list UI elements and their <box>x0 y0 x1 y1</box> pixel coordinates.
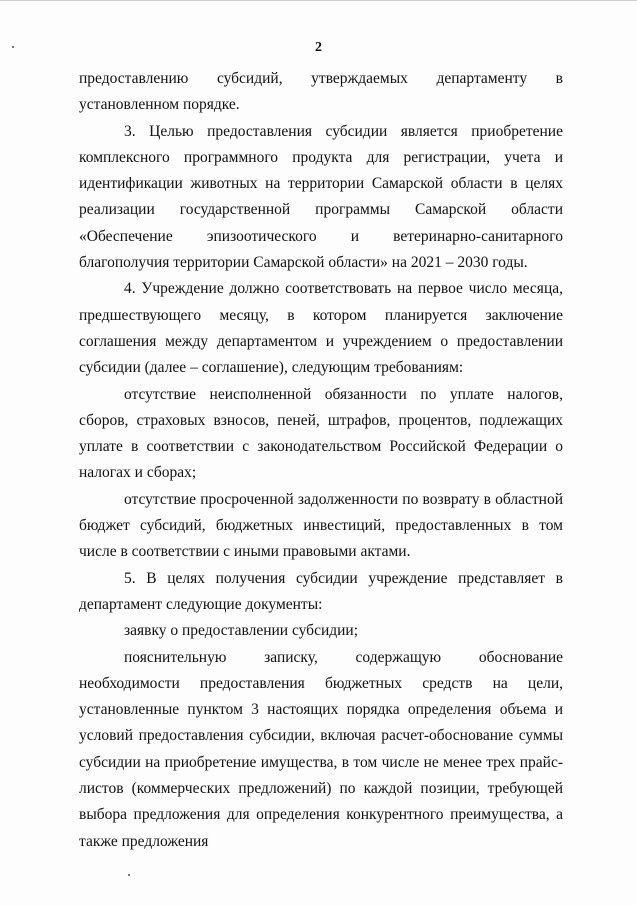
paragraph: заявку о предоставлении субсидии; <box>124 622 359 640</box>
page-number: 2 <box>315 40 322 55</box>
paragraph: 5. В целях получения субсидии учреждение представляет в департамент следующие документы: <box>79 569 563 613</box>
paragraph: отсутствие просроченной задолженности по возврату в областной бюджет субсидий, бюджетных инвестиций, предоставленных в том числе в соответствии с иными правовыми актами. <box>79 490 563 561</box>
paragraph: пояснительную записку, содержащую обоснование необходимости предоставления бюджетных средств на цели, установленные пунктом 3 настоящих порядка определения объема и условий предоставления субсидии, включая расчет-обоснование суммы субсидии на приобретение имущества, в том числе не менее трех прайс-листов (коммерческих предложений) по каждой позиции, требующей выбора предложения для определения конкурентного преимущества, а также предложения <box>79 648 563 850</box>
scan-edge <box>0 0 637 1</box>
paragraph: предоставлению субсидий, утверждаемых департаменту в установленном порядке. <box>79 70 563 114</box>
paragraph: 4. Учреждение должно соответствовать на первое число месяца, предшествующего месяцу, в котором планируется заключение соглашения между департаментом и учреждением о предоставлении субсидии (далее – соглашение), следующим требованиям: <box>79 280 563 377</box>
scan-speck <box>128 874 130 876</box>
paragraph: отсутствие неисполненной обязанности по уплате налогов, сборов, страховых взносов, пеней, штрафов, процентов, подлежащих уплате в соответствии с законодательством Российской Федерации о налогах и сборах; <box>79 385 563 482</box>
document-body <box>79 66 563 855</box>
paragraph: 3. Целью предоставления субсидии является приобретение комплексного программного продукта для регистрации, учета и идентификации животных на территории Самарской области в целях реализации государственной программы Самарской области «Обеспечение эпизоотического и ветеринарно-санитарного благополучия территории Самарской области» на 2021 – 2030 годы. <box>79 122 563 272</box>
